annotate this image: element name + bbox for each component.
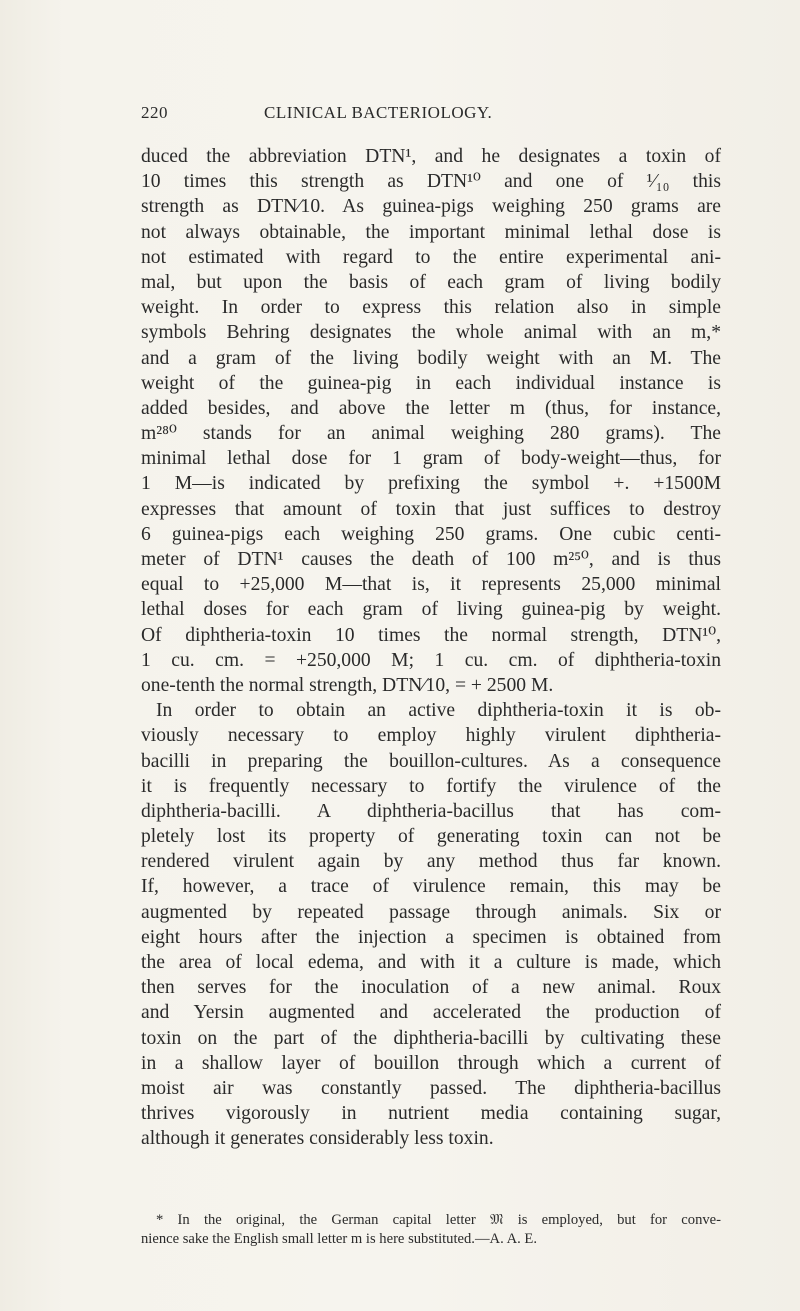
text-line: not always obtainable, the important minimal lethal dose is	[141, 221, 721, 243]
text-line: thrives vigorously in nutrient media containing sugar,	[141, 1103, 721, 1125]
text-line: added besides, and above the letter m (thus, for instance,	[141, 397, 721, 419]
text-line: 10 times this strength as DTN¹⁰ and one of ¹⁄₁₀ this	[141, 171, 721, 193]
running-title: CLINICAL BACTERIOLOGY.	[264, 103, 493, 122]
text-line: in a shallow layer of bouillon through which a current of	[141, 1052, 721, 1074]
text-line: expresses that amount of toxin that just suffices to destroy	[141, 498, 721, 520]
text-line: mal, but upon the basis of each gram of living bodily	[141, 271, 721, 293]
text-line: 6 guinea-pigs each weighing 250 grams. One cubic centi-	[141, 523, 721, 545]
text-line: it is frequently necessary to fortify the virulence of the	[141, 775, 721, 797]
text-line: weight of the guinea-pig in each individual instance is	[141, 372, 721, 394]
text-line: strength as DTN⁄10. As guinea-pigs weighing 250 grams are	[141, 196, 721, 218]
footnote-line: * In the original, the German capital letter 𝔐 is employed, but for conve-	[156, 1212, 721, 1228]
text-line: and Yersin augmented and accelerated the production of	[141, 1002, 721, 1024]
text-line: one-tenth the normal strength, DTN⁄10, = + 2500 M.	[141, 674, 554, 696]
text-line: meter of DTN¹ causes the death of 100 m²⁵⁰, and is thus	[141, 549, 721, 570]
running-header	[141, 103, 720, 127]
text-line: 1 cu. cm. = +250,000 M; 1 cu. cm. of diphtheria-toxin	[141, 649, 721, 671]
text-line: 1 M—is indicated by prefixing the symbol +. +1500M	[141, 473, 721, 495]
body-text	[141, 144, 721, 1152]
text-line: although it generates considerably less toxin.	[141, 1128, 494, 1150]
text-line: weight. In order to express this relation also in simple	[141, 297, 721, 319]
text-line: lethal doses for each gram of living guinea-pig by weight.	[141, 599, 721, 621]
text-line: m²⁸⁰ stands for an animal weighing 280 grams). The	[141, 423, 721, 445]
text-line: In order to obtain an active diphtheria-toxin it is ob-	[156, 700, 721, 722]
text-line: If, however, a trace of virulence remain, this may be	[141, 876, 721, 898]
text-line: augmented by repeated passage through animals. Six or	[141, 901, 721, 923]
text-line: not estimated with regard to the entire experimental ani-	[141, 246, 721, 268]
text-line: the area of local edema, and with it a culture is made, which	[141, 952, 721, 973]
text-line: moist air was constantly passed. The diphtheria-bacillus	[141, 1077, 721, 1099]
text-line: toxin on the part of the diphtheria-bacilli by cultivating these	[141, 1027, 721, 1049]
text-line: rendered virulent again by any method thus far known.	[141, 851, 721, 873]
text-line: viously necessary to employ highly virulent diphtheria-	[141, 725, 721, 747]
text-line: pletely lost its property of generating toxin can not be	[141, 826, 721, 848]
footnote	[141, 1211, 721, 1249]
footnote-line: nience sake the English small letter m is here substituted.—A. A. E.	[141, 1231, 537, 1247]
text-line: minimal lethal dose for 1 gram of body-weight—thus, for	[141, 448, 721, 470]
text-line: diphtheria-bacilli. A diphtheria-bacillus that has com-	[141, 800, 721, 822]
text-line: equal to +25,000 M—that is, it represents 25,000 minimal	[141, 574, 721, 596]
text-line: Of diphtheria-toxin 10 times the normal strength, DTN¹⁰,	[141, 624, 721, 646]
page-number: 220	[141, 103, 168, 122]
text-line: symbols Behring designates the whole animal with an m,*	[141, 322, 721, 344]
text-line: and a gram of the living bodily weight with an M. The	[141, 347, 721, 369]
text-line: then serves for the inoculation of a new animal. Roux	[141, 977, 721, 999]
text-line: duced the abbreviation DTN¹, and he designates a toxin of	[141, 146, 721, 167]
text-line: eight hours after the injection a specimen is obtained from	[141, 926, 721, 948]
text-line: bacilli in preparing the bouillon-cultures. As a consequence	[141, 750, 721, 772]
